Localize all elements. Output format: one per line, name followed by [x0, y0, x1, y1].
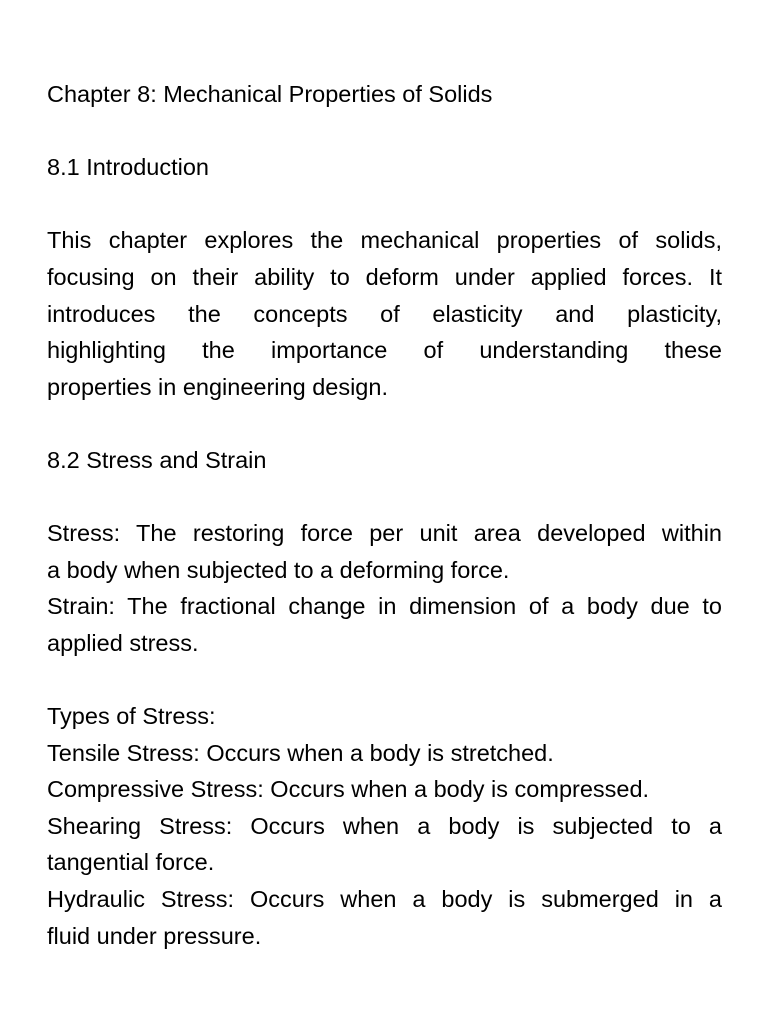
introduction-paragraph	[47, 222, 722, 405]
paragraph-line: This chapter explores the mechanical properties of solids,	[47, 227, 722, 254]
item-line: fluid under pressure.	[47, 922, 262, 949]
spacer	[47, 186, 722, 223]
strain-definition	[47, 588, 722, 661]
hydraulic-stress-item	[47, 881, 722, 954]
paragraph-line: highlighting the importance of understanding these	[47, 337, 722, 364]
spacer	[47, 479, 722, 516]
spacer	[47, 405, 722, 442]
item-line: tangential force.	[47, 849, 215, 876]
stress-definition	[47, 515, 722, 588]
definition-line: Strain: The fractional change in dimension of a body due to	[47, 593, 722, 620]
definition-line: Stress: The restoring force per unit area developed within	[47, 520, 722, 547]
types-of-stress-heading: Types of Stress:	[47, 703, 216, 730]
definition-line: a body when subjected to a deforming force.	[47, 556, 510, 583]
chapter-title: Chapter 8: Mechanical Properties of Solids	[47, 81, 493, 107]
item-line: Shearing Stress: Occurs when a body is subjected to a	[47, 812, 722, 839]
paragraph-line: focusing on their ability to deform under applied forces. It	[47, 263, 722, 290]
definition-line: applied stress.	[47, 629, 199, 656]
paragraph-line: properties in engineering design.	[47, 373, 388, 400]
section-heading-introduction: 8.1 Introduction	[47, 154, 209, 181]
section-heading-stress-strain: 8.2 Stress and Strain	[47, 446, 267, 473]
compressive-stress-item: Compressive Stress: Occurs when a body is compressed.	[47, 776, 650, 803]
spacer	[47, 662, 722, 699]
item-line: Hydraulic Stress: Occurs when a body is submerged in a	[47, 886, 722, 913]
paragraph-line: introduces the concepts of elasticity and plasticity,	[47, 300, 722, 327]
tensile-stress-item: Tensile Stress: Occurs when a body is stretched.	[47, 739, 554, 766]
shearing-stress-item	[47, 808, 722, 881]
document-page	[47, 76, 722, 954]
spacer	[47, 113, 722, 150]
